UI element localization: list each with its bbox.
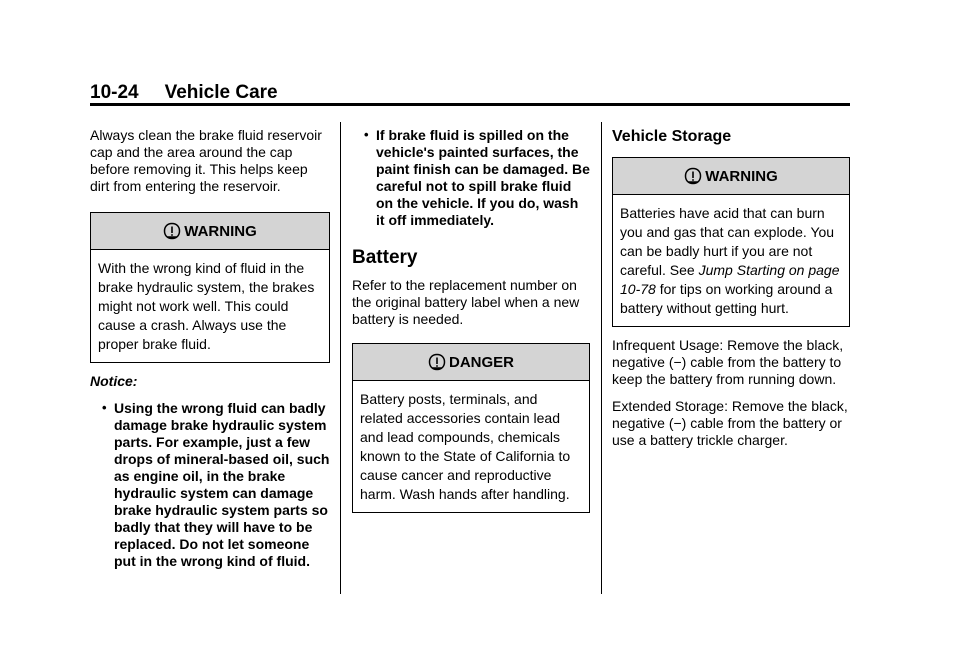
page-number: 10-24 [90,82,139,103]
brake-fluid-intro: Always clean the brake fluid reservoir cap and the area around the cap before removing it. This helps keep dirt from entering the reservoir. [90,127,322,194]
warning-icon [163,222,181,240]
danger-box-battery [352,343,590,513]
warning-text-end: for tips on working around a battery without getting hurt. [620,281,833,316]
battery-text: Refer to the replacement number on the original battery label when a new battery is needed. [352,277,580,327]
infrequent-usage-text: Infrequent Usage: Remove the black, negative (−) cable from the battery to keep the battery from running down. [612,337,844,387]
warning-icon [684,167,702,185]
bullet-text: Using the wrong fluid can badly damage brake hydraulic system parts. For example, just a few drops of mineral-based oil, such as engine oil, in the brake hydraulic system can damage brake hydraulic system parts so badly that they will have to be replaced. Do not let someone put in the wrong kind of fluid. [114,400,330,569]
column-1 [90,127,330,578]
column-3 [612,127,850,459]
column-2 [352,127,590,513]
bullet-icon: • [102,400,107,415]
warning-label: WARNING [705,167,778,185]
header-rule [90,103,850,106]
vehicle-storage-heading: Vehicle Storage [612,128,732,145]
section-title: Vehicle Care [164,82,278,103]
notice-bullet-2 [352,127,590,229]
danger-icon [428,353,446,371]
bullet-icon: • [364,127,369,142]
notice-bullet-1 [90,400,330,570]
warning-header [613,158,849,195]
danger-label: DANGER [448,353,514,371]
warning-box-battery [612,157,850,327]
jump-starting-reference[interactable]: Jump Starting on page 10-78 [620,262,840,297]
warning-text: With the wrong kind of fluid in the brake hydraulic system, the brakes might not work well. This could cause a crash. Always use the proper brake fluid. [98,260,315,352]
page-header [90,82,278,104]
danger-text: Battery posts, terminals, and related accessories contain lead and lead compounds, chemicals known to the State of California to cause cancer and reproductive harm. Wash hands after handling. [360,391,571,502]
notice-label: Notice: [90,373,138,389]
bullet-text: If brake fluid is spilled on the vehicle's painted surfaces, the paint finish can be damaged. Be careful not to spill brake fluid on the vehicle. If you do, wash it off immediately. [376,127,590,228]
warning-box-brake-fluid [90,212,330,363]
column-divider-1 [340,122,341,594]
warning-header [91,213,329,250]
battery-heading: Battery [352,247,418,268]
warning-text [613,195,849,326]
warning-label: WARNING [184,222,257,240]
extended-storage-text: Extended Storage: Remove the black, negative (−) cable from the battery or use a battery trickle charger. [612,398,848,448]
column-divider-2 [601,122,602,594]
warning-text-start: Batteries have acid that can burn you and gas that can explode. You can be badly hurt if you are not careful. See [620,205,835,278]
danger-header [353,344,589,381]
